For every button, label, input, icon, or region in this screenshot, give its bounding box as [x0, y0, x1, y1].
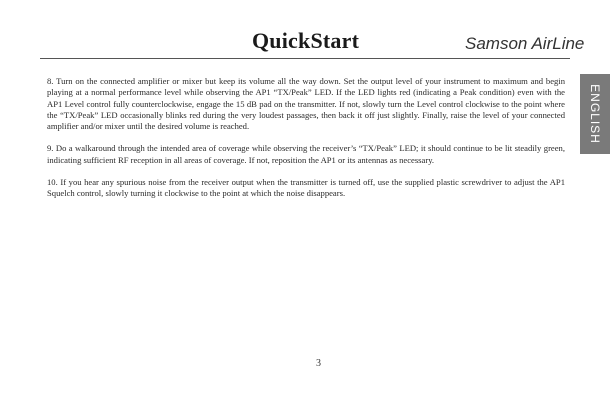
- brand-name: Samson AirLine: [465, 34, 585, 53]
- page-number: 3: [316, 358, 321, 369]
- paragraph-step-9: 9. Do a walkaround through the intended area of coverage while observing the receiver’s “TX/Peak” LED; it should continue to be lit steadily green, indicating sufficient RF reception in all areas of coverage. If not, reposition the AP1 or its antennas as necessary.: [47, 143, 565, 165]
- language-tab-label: ENGLISH: [588, 84, 602, 144]
- paragraph-step-8: 8. Turn on the connected amplifier or mixer but keep its volume all the way down. Set the output level of your instrument to maximum and begin playing at a normal performance level while observing the AP1 “TX/Peak” LED. If the LED lights red (indicating a Peak condition) even with the AP1 Level control fully counterclockwise, engage the 15 dB pad on the transmitter. If not, slowly turn the Level control clockwise to the point where the “TX/Peak” LED occasionally blinks red during the very loudest passages, then back it off just slightly. Finally, raise the level of your connected amplifier and/or mixer until the desired volume is reached.: [47, 76, 565, 132]
- page-title: QuickStart: [252, 28, 360, 53]
- header-divider: [40, 58, 570, 59]
- paragraph-step-10: 10. If you hear any spurious noise from the receiver output when the transmitter is turned off, use the supplied plastic screwdriver to adjust the AP1 Squelch control, slowly turning it clockwise to the point at which the noise disappears.: [47, 177, 565, 199]
- instructions-body: [47, 76, 565, 211]
- language-tab: [580, 74, 610, 154]
